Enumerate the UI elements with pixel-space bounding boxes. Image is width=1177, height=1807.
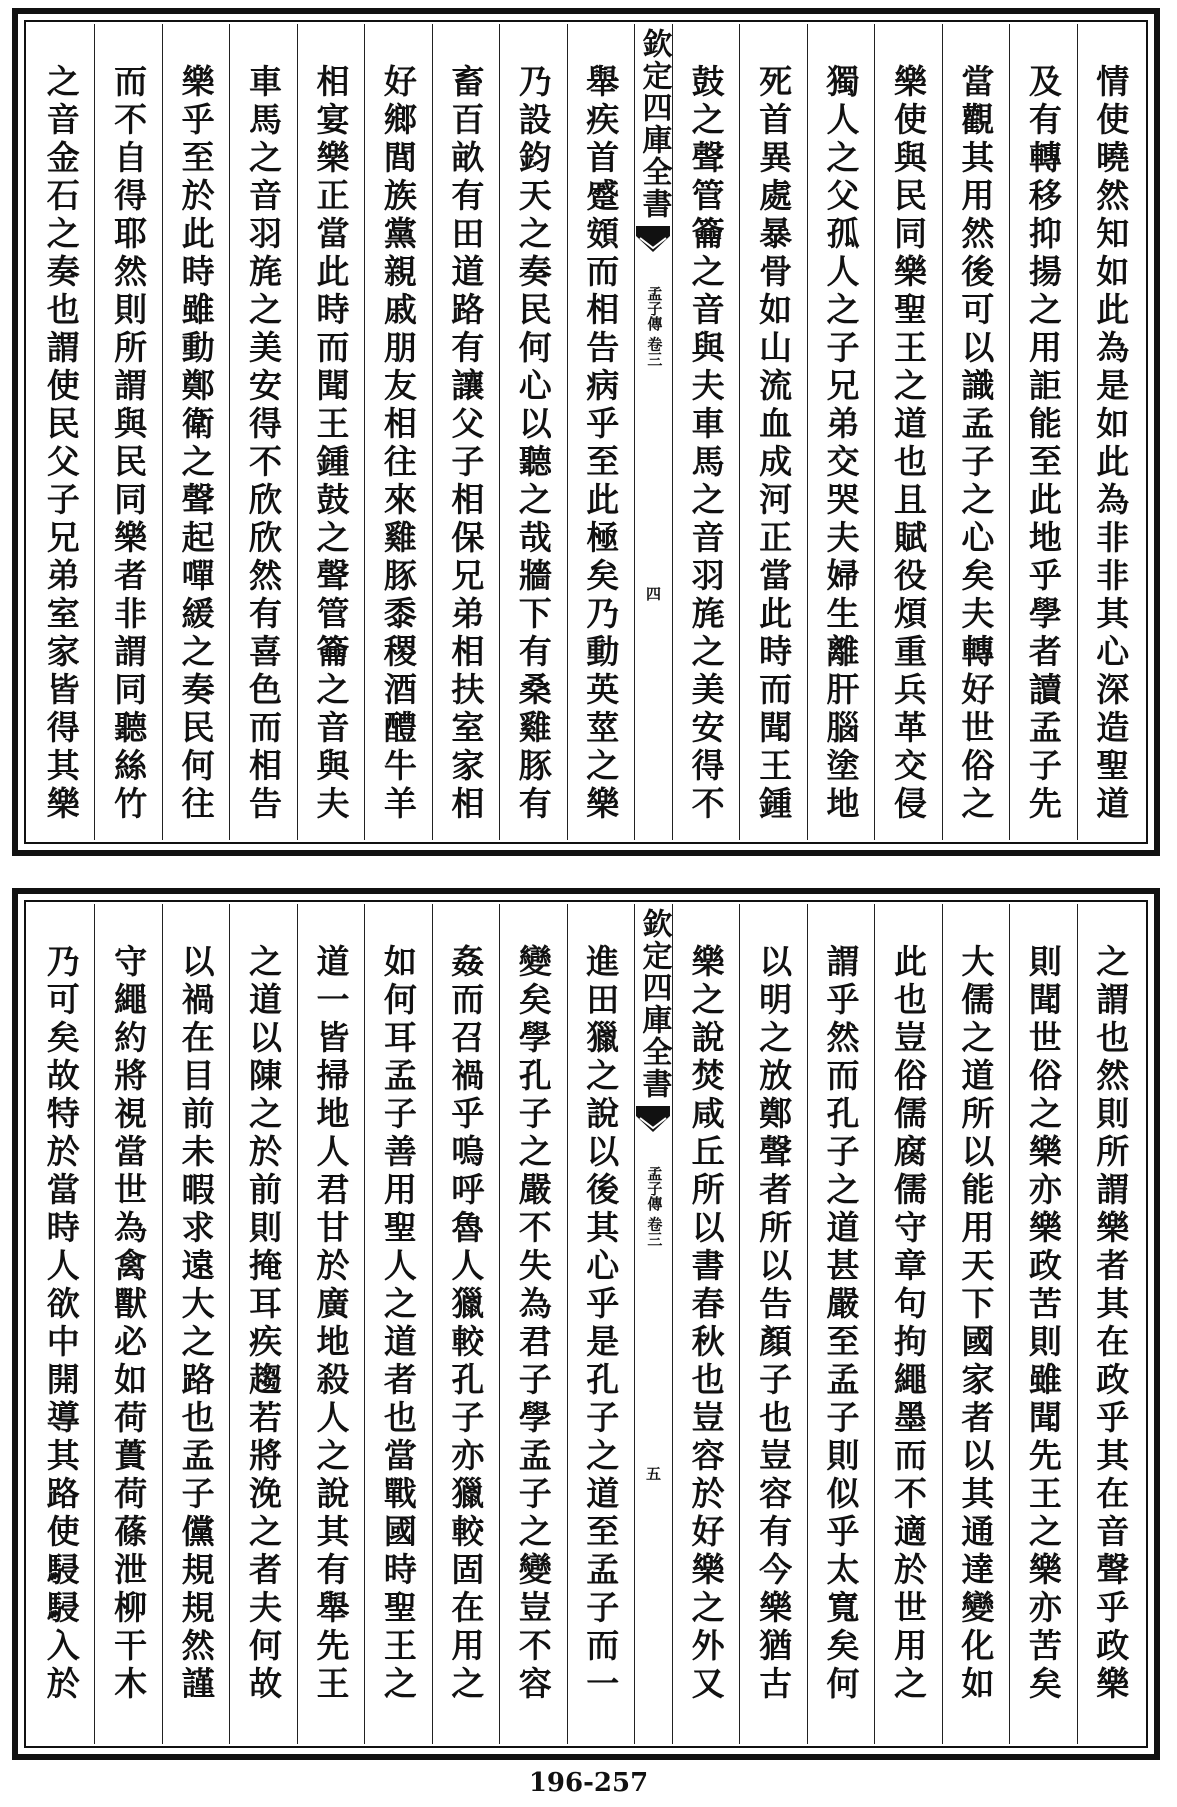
text-column <box>1077 24 1144 840</box>
text-column <box>739 24 806 840</box>
columns-top <box>28 24 1144 840</box>
text-column <box>94 24 161 840</box>
text-column <box>162 24 229 840</box>
column-text: 樂乎至於此時雖動鄭衛之聲起嘽緩之奏民何往 <box>176 64 216 824</box>
text-column <box>229 24 296 840</box>
text-column <box>229 904 296 1744</box>
column-text: 以禍在目前未暇求遠大之路也孟子儻規規然謹 <box>176 944 216 1704</box>
text-column <box>567 24 634 840</box>
text-column <box>942 24 1009 840</box>
text-column <box>1009 24 1076 840</box>
leaf-number: 四 <box>643 586 662 602</box>
column-text: 當觀其用然後可以識孟子之心矣夫轉好世俗之 <box>956 64 996 824</box>
column-text: 以明之放鄭聲者所以告顏子也豈容有今樂猶古 <box>754 944 794 1704</box>
column-text: 謂乎然而孔子之道甚嚴至孟子則似乎太寬矣何 <box>821 944 861 1704</box>
column-text: 相宴樂正當此時而聞王鍾鼓之聲管籥之音與夫 <box>311 64 351 824</box>
page-panel-top <box>12 8 1160 856</box>
text-column <box>672 24 739 840</box>
text-column <box>1009 904 1076 1744</box>
page-panel-bottom <box>12 888 1160 1760</box>
text-column <box>874 24 941 840</box>
text-column <box>942 904 1009 1744</box>
text-column <box>807 24 874 840</box>
column-text: 樂之說焚咸丘所以書春秋也豈容於好樂之外又 <box>686 944 726 1704</box>
column-text: 姦而召禍乎嗚呼魯人獵較孔子亦獵較固在用之 <box>446 944 486 1704</box>
leaf-number: 五 <box>643 1466 662 1482</box>
column-text: 及有轉移抑揚之用詎能至此地乎學者讀孟子先 <box>1023 64 1063 824</box>
column-text: 鼓之聲管籥之音與夫車馬之音羽旄之美安得不 <box>686 64 726 824</box>
text-column <box>364 904 431 1744</box>
column-text: 車馬之音羽旄之美安得不欣欣然有喜色而相告 <box>244 64 284 824</box>
text-column <box>297 24 364 840</box>
column-text: 之道以陳之於前則掩耳疾趨若將浼之者夫何故 <box>244 944 284 1704</box>
columns-bottom <box>28 904 1144 1744</box>
text-column <box>162 904 229 1744</box>
column-text: 大儒之道所以能用天下國家者以其通達變化如 <box>956 944 996 1704</box>
text-column <box>672 904 739 1744</box>
text-column <box>94 904 161 1744</box>
page-number: 196-257 <box>528 1768 649 1798</box>
text-column <box>432 24 499 840</box>
column-text: 獨人之父孤人之子兄弟交哭夫婦生離肝腦塗地 <box>821 64 861 824</box>
column-text: 如何耳孟子善用聖人之道者也當戰國時聖王之 <box>378 944 418 1704</box>
text-column <box>28 24 94 840</box>
column-text: 樂使與民同樂聖王之道也且賦役煩重兵革交侵 <box>888 64 928 824</box>
center-fold-column <box>634 24 672 840</box>
column-text: 舉疾首蹙頞而相告病乎至此極矣乃動英莖之樂 <box>581 64 621 824</box>
text-column <box>807 904 874 1744</box>
column-text: 此也豈俗儒腐儒守章句拘繩墨而不適於世用之 <box>888 944 928 1704</box>
column-text: 之謂也然則所謂樂者其在政乎其在音聲乎政樂 <box>1091 944 1131 1704</box>
text-column <box>364 24 431 840</box>
column-text: 乃可矣故特於當時人欲中開導其路使駸駸入於 <box>41 944 81 1704</box>
fishtail-mark-icon <box>636 1106 670 1126</box>
column-text: 而不自得耶然則所謂與民同樂者非謂同聽絲竹 <box>109 64 149 824</box>
text-column <box>297 904 364 1744</box>
column-text: 好鄉閭族黨親戚朋友相往來雞豚黍稷酒醴牛羊 <box>378 64 418 824</box>
text-column <box>567 904 634 1744</box>
center-fold-column <box>634 904 672 1744</box>
column-text: 之音金石之奏也謂使民父子兄弟室家皆得其樂 <box>41 64 81 824</box>
column-text: 畜百畝有田道路有讓父子相保兄弟相扶室家相 <box>446 64 486 824</box>
column-text: 道一皆掃地人君甘於廣地殺人之說其有舉先王 <box>311 944 351 1704</box>
text-column <box>1077 904 1144 1744</box>
text-column <box>739 904 806 1744</box>
fishtail-mark-icon <box>636 226 670 246</box>
column-text: 乃設鈞天之奏民何心以聽之哉牆下有桑雞豚有 <box>513 64 553 824</box>
column-text: 死首異處暴骨如山流血成河正當此時而聞王鍾 <box>754 64 794 824</box>
book-title: 欽定四庫全書 <box>636 908 672 1100</box>
text-column <box>499 904 566 1744</box>
column-text: 進田獵之說以後其心乎是孔子之道至孟子而一 <box>581 944 621 1704</box>
column-text: 情使曉然知如此為是如此為非非其心深造聖道 <box>1091 64 1131 824</box>
text-column <box>28 904 94 1744</box>
text-column <box>874 904 941 1744</box>
volume-label: 孟子傳 卷三 <box>645 1166 664 1247</box>
column-text: 則聞世俗之樂亦樂政苦則雖聞先王之樂亦苦矣 <box>1023 944 1063 1704</box>
text-column <box>432 904 499 1744</box>
column-text: 變矣學孔子之嚴不失為君子學孟子之變豈不容 <box>513 944 553 1704</box>
book-title: 欽定四庫全書 <box>636 28 672 220</box>
volume-label: 孟子傳 卷三 <box>645 286 664 367</box>
column-text: 守繩約將視當世為禽獸必如荷蕢荷蓧泄柳干木 <box>109 944 149 1704</box>
text-column <box>499 24 566 840</box>
